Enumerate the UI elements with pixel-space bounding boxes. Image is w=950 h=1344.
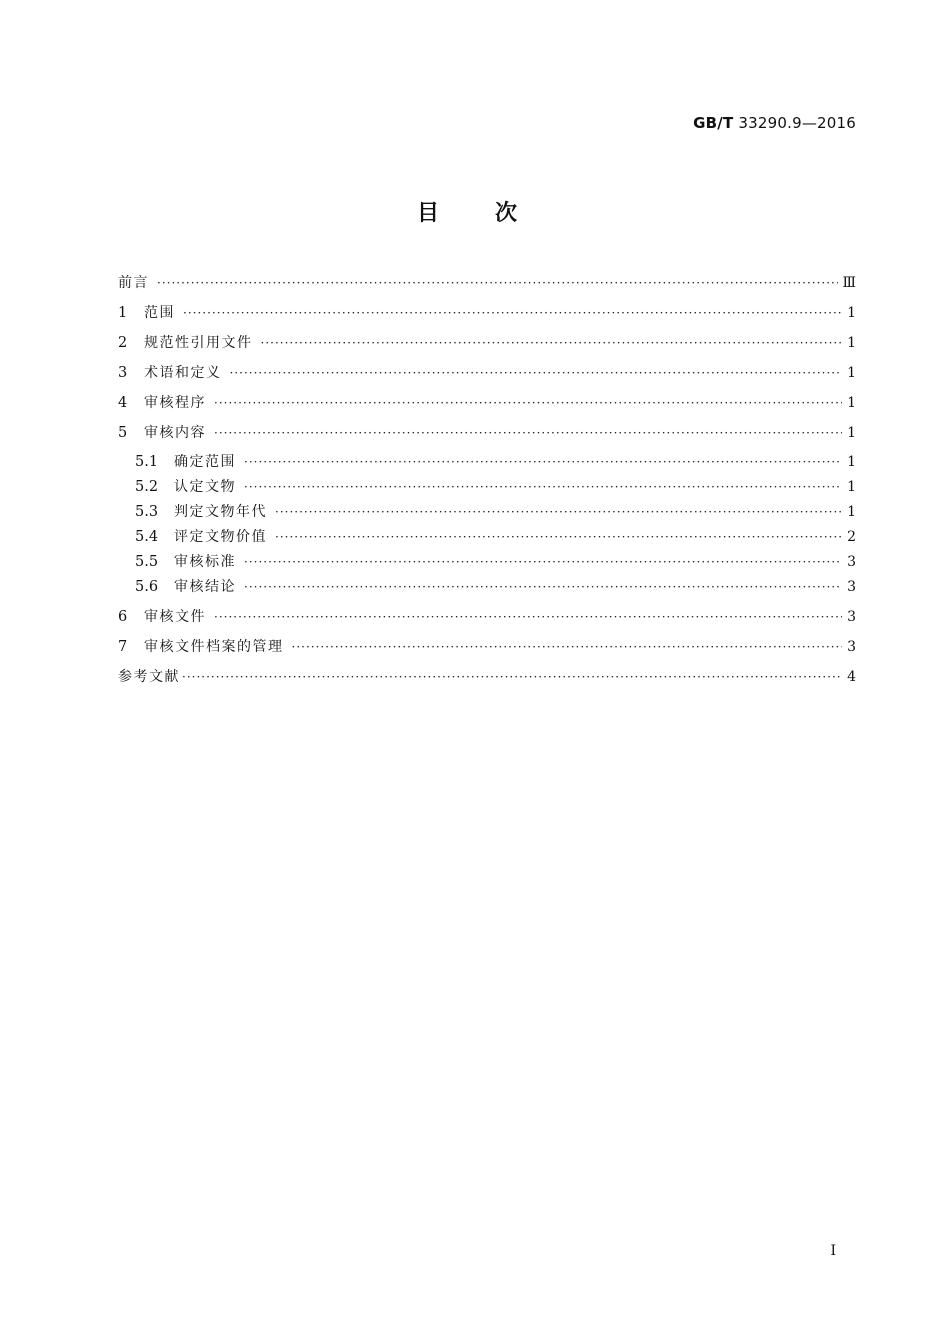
toc-leader-dots	[230, 366, 843, 380]
toc-entry-page: 1	[847, 479, 856, 495]
toc-entry-foreword[interactable]	[118, 272, 856, 297]
toc-entry-number: 5.6	[135, 579, 159, 595]
toc-entry-5-3[interactable]	[118, 501, 856, 526]
toc-entry-number: 1	[118, 305, 128, 321]
toc-entry-number: 5.5	[135, 554, 159, 570]
toc-leader-dots	[261, 336, 843, 350]
toc-entry-number: 7	[118, 639, 128, 655]
toc-entry-label: 审核标准	[174, 554, 236, 570]
toc-entry-label: 判定文物年代	[174, 504, 267, 520]
toc-entry-label: 审核结论	[174, 579, 236, 595]
toc-entry-label: 审核文件	[144, 609, 206, 625]
toc-entry-label: 术语和定义	[144, 365, 222, 381]
toc-entry-number: 4	[118, 395, 128, 411]
toc-entry-page: 3	[847, 554, 856, 570]
toc-entry-label: 参考文献	[118, 669, 180, 685]
toc-entry-page: 4	[847, 669, 856, 685]
toc-entry-5-4[interactable]	[118, 526, 856, 551]
toc-entry-page: 1	[847, 365, 856, 381]
toc-entry-label: 前言	[118, 275, 149, 291]
toc-entry-7[interactable]	[118, 636, 856, 661]
toc-entry-page: 1	[847, 305, 856, 321]
toc-entry-number: 2	[118, 335, 128, 351]
toc-entry-label: 认定文物	[174, 479, 236, 495]
toc-entry-number: 5.2	[135, 479, 159, 495]
toc-entry-page: 1	[847, 395, 856, 411]
toc-leader-dots	[182, 670, 842, 684]
page-number: I	[830, 1243, 836, 1259]
toc-entry-5-6[interactable]	[118, 576, 856, 601]
table-of-contents	[118, 272, 856, 691]
toc-entry-2[interactable]	[118, 332, 856, 357]
toc-entry-number: 6	[118, 609, 128, 625]
toc-leader-dots	[244, 555, 842, 569]
toc-entry-page: 1	[847, 425, 856, 441]
toc-leader-dots	[275, 505, 842, 519]
toc-leader-dots	[244, 580, 842, 594]
toc-entry-page: 3	[847, 639, 856, 655]
toc-entry-page: 1	[847, 504, 856, 520]
toc-leader-dots	[275, 530, 842, 544]
toc-entry-label: 范围	[144, 305, 175, 321]
toc-leader-dots	[292, 640, 843, 654]
toc-entry-4[interactable]	[118, 392, 856, 417]
toc-leader-dots	[244, 480, 842, 494]
toc-entry-5-2[interactable]	[118, 476, 856, 501]
toc-entry-page: 2	[847, 529, 856, 545]
toc-entry-page: 1	[847, 454, 856, 470]
toc-entry-5-1[interactable]	[118, 451, 856, 476]
toc-entry-5-5[interactable]	[118, 551, 856, 576]
toc-leader-dots	[183, 306, 842, 320]
toc-entry-number: 5	[118, 425, 128, 441]
standard-number: 33290.9—2016	[738, 114, 856, 132]
toc-entry-1[interactable]	[118, 302, 856, 327]
toc-entry-number: 5.4	[135, 529, 159, 545]
toc-entry-page: 1	[847, 335, 856, 351]
toc-entry-page: 3	[847, 579, 856, 595]
toc-leader-dots	[214, 610, 842, 624]
toc-entry-references[interactable]	[118, 666, 856, 691]
standard-prefix: GB/T	[693, 114, 734, 132]
toc-entry-number: 5.3	[135, 504, 159, 520]
toc-entry-page: Ⅲ	[842, 275, 856, 291]
toc-leader-dots	[214, 426, 842, 440]
toc-entry-6[interactable]	[118, 606, 856, 631]
toc-entry-number: 5.1	[135, 454, 159, 470]
toc-leader-dots	[244, 455, 842, 469]
toc-entry-label: 规范性引用文件	[144, 335, 253, 351]
toc-entry-page: 3	[847, 609, 856, 625]
toc-entry-label: 审核文件档案的管理	[144, 639, 284, 655]
toc-leader-dots	[157, 276, 838, 290]
toc-entry-5[interactable]	[118, 422, 856, 447]
standard-code	[693, 114, 856, 132]
page-title: 目次	[416, 201, 573, 226]
toc-entry-3[interactable]	[118, 362, 856, 387]
toc-entry-label: 审核内容	[144, 425, 206, 441]
toc-entry-label: 评定文物价值	[174, 529, 267, 545]
toc-entry-label: 确定范围	[174, 454, 236, 470]
toc-entry-label: 审核程序	[144, 395, 206, 411]
toc-entry-number: 3	[118, 365, 128, 381]
toc-leader-dots	[214, 396, 842, 410]
